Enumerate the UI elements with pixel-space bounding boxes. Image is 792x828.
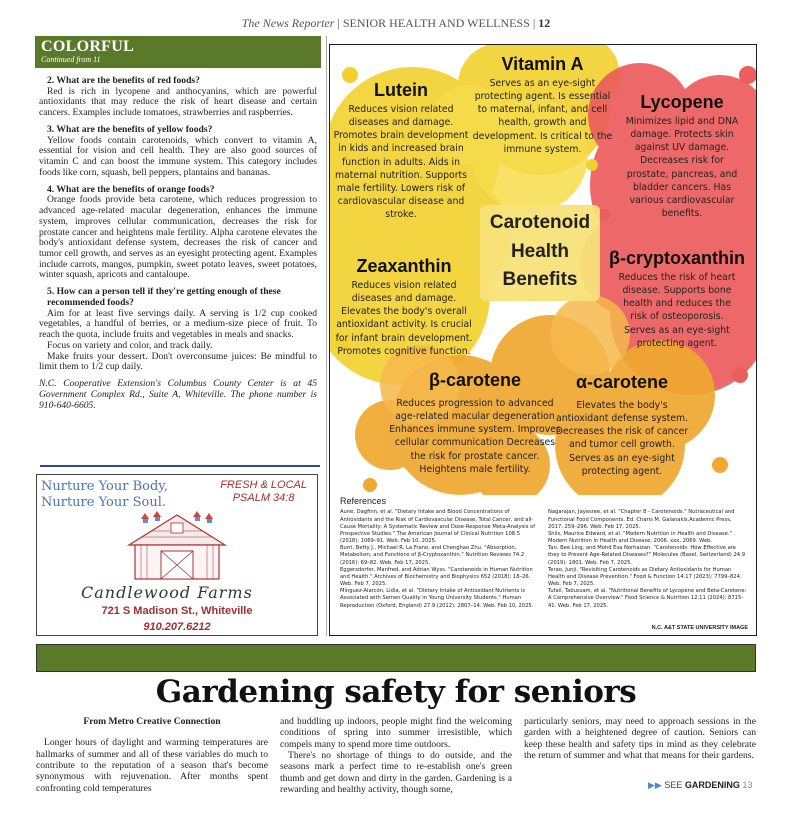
article-paragraph: There's no shortage of things to do outside, and the seasons mark a perfect time to re-establish one's green thumb and get down and dirty in the garden. Gardening is a rewarding and healthy activity, though some,	[280, 749, 512, 795]
column-divider	[326, 36, 327, 636]
question: 5. How can a person tell if they're getting enough of these recommended foods?	[47, 286, 281, 308]
candlewood-farms-ad[interactable]	[36, 474, 318, 636]
center-title-line: Health	[510, 240, 570, 262]
question: 3. What are the benefits of yellow foods?	[47, 123, 213, 135]
reference-entry: Nagarajan, Jayesree, et al. "Chapter 8 - Carotenoids." Nutraceutical and Functional Food Components. Ed. Charis M. Galanakis.Academic Press, 2017. 259–296. Web. Feb 17, 2025.	[548, 509, 735, 530]
play-arrows-icon: ▶▶	[648, 780, 662, 790]
alpha-carotene-text: Elevates the body's antioxidant defense system. Decreases the risk of cancer and tumor cell growth. Serves as an eye-sight protecting agent.	[555, 399, 689, 477]
tip: Make fruits your dessert. Don't overconsume juices: Be mindful to limit them to 1/2 cup daily.	[39, 350, 317, 373]
see-keyword: GARDENING	[684, 780, 740, 790]
ad-phone[interactable]: 910.207.6212	[143, 621, 211, 633]
reference-entry: Tan, Bee Ling, and Mohd Esa Norhaizan. "Carotenoids: How Effective are they to Prevent Age-Related Diseases?" Molecules (Basel, Switzerland) 24.9 (2019): 1801. Web. Feb 7, 2025.	[548, 545, 745, 566]
answer: Yellow foods contain carotenoids, which convert to vitamin A, essential for vision and cell health. They are also good sources of vitamin C and can boost the immune system. This category includes foods like corn, squash, bell peppers, plantains and bananas.	[39, 134, 317, 178]
ad-tagline-line: Nurture Your Body,	[41, 479, 169, 494]
byline: From Metro Creative Connection	[83, 716, 221, 727]
zeaxanthin-text: Reduces vision related diseases and damage. Elevates the body's overall antioxidant activity. Is crucial for infant brain development. Promotes cognitive function.	[335, 279, 473, 357]
lutein-title: Lutein	[374, 80, 428, 100]
reference-entry: Burri, Betty J., Michael R. La Frano, and Chenghao Zhu. "Absorption, Metabolism, and Functions of β-Cryptoxanthin." Nutrition Reviews 74.2 (2016): 69–82. Web. Feb 17, 2025.	[340, 545, 525, 566]
alpha-carotene-section	[552, 373, 692, 478]
ad-fresh-local: FRESH & LOCAL	[220, 479, 307, 491]
section-band	[36, 644, 756, 672]
carotenoid-infographic	[329, 44, 757, 636]
beta-carotene-text: Reduces progression to advanced age-related macular degeneration Enhances immune system. Improves cellular communication Decreases the risk for prostate cancer. Heightens male fertility.	[389, 397, 561, 475]
farm-name: Candlewood Farms	[81, 583, 253, 602]
lycopene-section	[618, 93, 746, 220]
article-paragraph: Longer hours of daylight and warming temperatures are hallmarks of summer and all of these variables do much to contribute to the reputation of a season that's become synonymous with rejuvenation. After months spent confronting cold temperatures	[36, 737, 268, 794]
ad-tagline-line: Nurture Your Soul.	[41, 494, 166, 510]
image-credit: N.C. A&T STATE UNIVERSITY IMAGE	[651, 625, 748, 631]
references-right	[548, 509, 748, 609]
center-title-line: Benefits	[502, 269, 578, 290]
ad-tagline	[41, 479, 168, 510]
ad-side-text	[220, 479, 307, 505]
reference-entry: Shils, Maurice Edward, et al. "Modern Nutrition in Health and Disease." Modern Nutrition in Health and Disease, 2006. xxx, 2069. Web.	[548, 530, 732, 545]
vitamin-a-title: Vitamin A	[501, 54, 584, 74]
beta-carotene-title: β-carotene	[428, 370, 521, 390]
reference-entry: Eggersdorfer, Manfred, and Adrian Wyss. "Carotenoids in Human Nutrition and Health." Archives of Biochemistry and Biophysics 652 (2018): 18–26. Web. Feb 7, 2025.	[340, 566, 533, 588]
divider-rule	[40, 465, 320, 467]
beta-cryptoxanthin-section	[602, 249, 752, 350]
infographic-center-title	[476, 209, 604, 295]
reference-entry: Mínguez-Alarcón, Lidia, et al. "Dietary Intake of Antioxidant Nutrients is Associated with Semen Quality in Young University Students." Human Reproduction (Oxford, England) 27.9 (2012): 2807–14. Web. Feb 10, 2025.	[340, 588, 534, 609]
qa-item	[39, 185, 317, 282]
beta-carotene-section	[386, 371, 564, 476]
center-title-line: Carotenoid	[489, 212, 591, 233]
see-page: 13	[742, 780, 753, 790]
qa-item	[39, 125, 317, 179]
zeaxanthin-section	[334, 257, 474, 358]
vitamin-a-section	[470, 55, 615, 156]
zeaxanthin-title: Zeaxanthin	[356, 256, 452, 276]
reference-entry: Terao, Junji. "Revisiting Carotenoids as Dietary Antioxidants for Human Health and Disease Prevention." Food & Function 14.17 (2023): 7799–824. Web. Feb 7, 2025.	[548, 566, 742, 588]
ad-psalm: PSALM 34:8	[232, 492, 295, 505]
section-name: SENIOR HEALTH AND WELLNESS	[342, 16, 530, 30]
qa-item	[39, 287, 317, 373]
publication-name: The News Reporter	[241, 16, 335, 30]
page-number: 12	[538, 16, 551, 30]
lutein-text: Reduces vision related diseases and damage. Promotes brain development in kids and increased brain function in adults. Aids in maternal nutrition. Supports male fertility. Lowers risk of cardiovascular disease and stroke.	[333, 103, 469, 221]
question: 2. What are the benefits of red foods?	[47, 75, 200, 86]
article-headline: Gardening safety for seniors	[155, 674, 637, 710]
lutein-section	[332, 81, 470, 221]
answer: Orange foods provide beta carotene, which reduces progression to advanced age-related macular degeneration, enhances the immune system, improves cellular communication, decreases the risk for prostate cancer and heightens male fertility. Alpha carotene elevates the body's antioxidant defense system, decreases the risk of cancer and tumor cell growth, and serves as an eyesight protecting agent. Examples include carrots, mangos, pumpkin, sweet potato leaves, sweet potatoes, winter squash, apricots and cantaloupe.	[39, 194, 317, 281]
vitamin-a-text: Serves as an eye-sight protecting agent. Is essential to maternal, infant, and cell health, growth and development. Is critical to the immune system.	[472, 77, 613, 155]
qa-item	[39, 76, 317, 119]
answer: Aim for at least five servings daily. A serving is 1/2 cup cooked vegetables, a handful of berries, or a medium-size piece of fruit. To reach the quota, include fruits and vegetables in meals and snacks.	[39, 307, 317, 341]
alpha-carotene-title: α-carotene	[575, 372, 669, 392]
references-heading: References	[340, 496, 387, 506]
article-column-3	[524, 716, 756, 761]
lycopene-text: Minimizes lipid and DNA damage. Protects skin against UV damage. Decreases risk for prostate, pancreas, and bladder cancers. Has various cardiovascular benefits.	[625, 115, 739, 220]
lycopene-title: Lycopene	[640, 92, 724, 112]
tip: Focus on variety and color, and track daily.	[47, 339, 213, 351]
reference-entry: Tufail, Tabussam, et al. "Nutritional Benefits of Lycopene and Beta-Carotene: A Comprehensive Overview." Food Science & Nutrition 12.11 (2024): 8715–41. Web. Feb 17, 2025.	[548, 588, 747, 609]
beta-cryptoxanthin-title: β-cryptoxanthin	[609, 248, 745, 268]
article-paragraph: and huddling up indoors, people might find the welcoming conditions of spring into summer irresistible, which compels many to spend more time outdoors.	[280, 716, 512, 750]
references	[340, 495, 748, 610]
continued-note: Continued from 11	[41, 55, 101, 64]
references-left	[340, 509, 540, 609]
answer: Red is rich in lycopene and anthocyanins, which are powerful antioxidants that may reduce the risk of heart disease and certain cancers. Examples include tomatoes, strawberries and raspberries.	[39, 85, 317, 119]
continued-jump-link[interactable]	[648, 780, 752, 791]
story-title: COLORFUL	[41, 38, 135, 55]
see-label: SEE	[664, 780, 683, 790]
article-paragraph: particularly seniors, may need to approach sessions in the garden with a heightened degree of caution. Seniors can keep these health and safety tips in mind as they celebrate the return of summer and what that means for their gardens.	[524, 716, 756, 761]
article-column-1	[36, 716, 268, 794]
article-column-2	[280, 716, 512, 795]
reference-entry: Aune, Dagfinn, et al. "Dietary Intake and Blood Concentrations of Antioxidants and the Risk of Cardiovascular Disease, Total Cancer, and all-Cause Mortality: A Systematic Review and Dose-Response Meta-Analysis of Prospective Studies." The American Journal of Clinical Nutrition 108.5 (2018): 1069–91. Web. Feb 10, 2025.	[340, 509, 536, 545]
colorful-story	[35, 36, 321, 411]
barn-illustration	[121, 511, 233, 583]
page-header: The News Reporter | SENIOR HEALTH AND WELLNESS | 12	[241, 16, 551, 30]
ad-address: 721 S Madison St., Whiteville	[101, 605, 253, 617]
story-title-box	[35, 36, 321, 68]
beta-cryptoxanthin-text: Reduces the risk of heart disease. Supports bone health and reduces the risk of osteoporosis. Serves as an eye-sight protecting agent.	[618, 271, 736, 349]
question: 4. What are the benefits of orange foods?	[47, 183, 215, 195]
extension-note: N.C. Cooperative Extension's Columbus County Center is at 45 Government Complex Rd., Suite A, Whiteville. The phone number is 910-640-6605.	[39, 378, 317, 411]
